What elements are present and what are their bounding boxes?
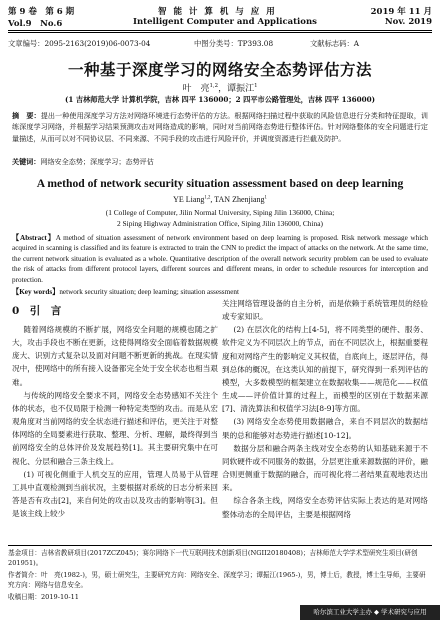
footnote-received: 收稿日期：2019-10-11 [8,593,79,601]
authors-cn: 叶 亮$^{1,2}$，谭振江$^1$ [182,83,258,94]
document-code: 文献标志码：A [310,39,360,48]
clc-number: 中图分类号：TP393.08 [194,39,274,48]
footer-banner: 哈尔滨工业大学主办 ◆ 学术研究与应用 [300,605,440,620]
running-header [8,5,432,31]
footnote-fund: 基金项目：吉林省教研项目(2017ZCZ045)；赛尔网络下一代互联网技术创新项目(NGII20180408)；吉林师范大学学术型研究生项目(研创201951)。 [8,549,418,567]
abstract-cn-text: 提出一种使用深度学习方法对网络环境进行态势评估的方法。根据网络扫描过程中获取的风险信息进行分类和特征提取，训练深度学习网络，并根据学习结果预测攻击对网络造成的影响，同时对当前网络态势进行整体评估。针对网络整体的安全问题进行定量描述，从而可以对不同协议层、不同来源、不同手段的攻击进行风险评价，并调度资源进行拦截及防护。 [12,111,429,143]
footnote-author: 作者简介：叶 亮(1982-)，男，硕士研究生，主要研究方向：网络安全、深度学习；谭振江(1965-)，男，博士后，教授，博士生导师，主要研究方向：网络与信息安全。 [8,571,426,589]
paragraph: 数据分层和融合两条主线对安全态势的认知基础来源于不同软硬件或不同服务的数据，分层更注重来源数据的评价，融合则更侧重于数据的融合，而可视化将二者结果直观地表达出来。 [222,443,428,493]
paragraph: (2) 在层次化的结构上[4-5]，将不同类型的硬件、服务、软件定义为不同层次上的节点，而在不同层次上，根据重要程度和对网络产生的影响定义其权值，自底向上，逐层评估，得到总体的概况，在这类认知的前提下，研究得到一系列评估的模型，大多数模型的框架建立在数据收集——规范化——权值生成——评价值计算的过程上，而模型的区别在于数据来源[7]、清洗算法和权值学习法[8-9]等方面。 [222,325,428,414]
authors-en: YE Liang$^{1,2}$, TAN Zhenjiang$^1$ [173,195,267,204]
paper-title-en: A method of network security situation assessment based on deep learning [36,177,404,190]
header-date-cn: 2019 年 11 月 [370,7,432,17]
keywords-cn-text: 网络安全态势；深度学习；态势评估 [40,157,154,166]
article-number: 文章编号：2095-2163(2019)06-0073-04 [8,39,151,48]
keywords-en-label: 【Key words】 [12,288,60,296]
abstract-cn [12,110,428,144]
paragraph: 关注网络管理设备的自主分析，而是依赖于系统管理员的经验或专家知识。 [222,299,428,322]
keywords-en-text: network security situation; deep learning; situation assessment [59,288,239,296]
header-volume-cn: 第 9 卷 第 6 期 [8,7,75,17]
body-right-column [222,297,428,521]
abstract-en-text: A method of situation assessment of network environment based on deep learning is proposed. Risk network message which acquired in scanning is classified and its feature is extracted to train the CNN to predict the impact of attacks on the network. At the same time, the current network situation is evaluated as a whole. Quantitative description of the overall network security problem can be used to evaluate the risk of attacks from different protocol layers, different sources and different means, in order to schedule resources for interception and protection. [12,234,428,284]
paragraph: 随着网络规模的不断扩展，网络安全问题的规模也随之扩大，攻击手段也不断在更新，这使得网络安全面临着数据规模庞大、识别方式复杂以及面对问题不断更新的挑战。在现实情况中，使网络中的所有接入设备都完全处于安全状态也相当艰难。 [12,325,218,387]
abstract-cn-label: 摘 要： [12,111,41,120]
header-rule [8,30,432,31]
header-date-en: Nov. 2019 [384,17,432,27]
abstract-en [12,233,428,285]
keywords-cn-label: 关键词： [12,157,41,166]
abstract-en-label: 【Abstract】 [12,234,56,242]
header-journal-cn: 智 能 计 算 机 与 应 用 [158,7,277,17]
affiliation-en-2: 2 Siping Highway Administration Office, Siping Jilin 136000, China) [117,219,323,228]
affiliation-en-1: (1 College of Computer, Jilin Normal University, Siping Jilin 136000, China; [105,208,335,217]
paper-title-cn: 一种基于深度学习的网络安全态势评估方法 [67,60,372,79]
paragraph: (1) 可视化侧重于人机交互的应用，管理人员易于从管理工具中直观检测到当前状况，主要根据对系统的日志分析来回答是否有攻击[2]，来自何处的攻击以及攻击的影响等[3]。但是该主线上较少 [12,469,218,519]
body-left-column [12,323,218,520]
affiliation-cn: (1 吉林师范大学 计算机学院，吉林 四平 136000；2 四平市公路管理处，吉林 四平 136000) [65,95,375,104]
header-rule-2 [8,32,432,33]
header-volume-en: Vol.9 No.6 [8,19,63,29]
section-heading-intro: 0 引 言 [12,305,62,317]
keywords-cn [12,156,428,167]
paragraph: (3) 网络安全态势使用数据融合，来自不同层次的数据结果的总和能够对态势进行描述[10-12]。 [222,417,428,440]
paragraph: 综合各条主线，网络安全态势评估实际上表达的是对网络整体动态的全局评估，主要是根据网络 [222,496,428,519]
footnote-rule [8,545,432,546]
header-journal-en: Intelligent Computer and Applications [133,17,317,27]
paragraph: 与传统的网络安全要求不同，网络安全态势感知不关注个体的状态，也不仅局限于检测一种特定类型的攻击。而是从宏观角度对当前网络的安全状态进行描述和评估，更关注于对整体网络的全局要素进行获取、整理、分析、理解，最终得到当前网络安全的总体评价及发展趋势[1]。其主要研究集中在可视化、分层和融合三条主线上。 [12,390,218,466]
